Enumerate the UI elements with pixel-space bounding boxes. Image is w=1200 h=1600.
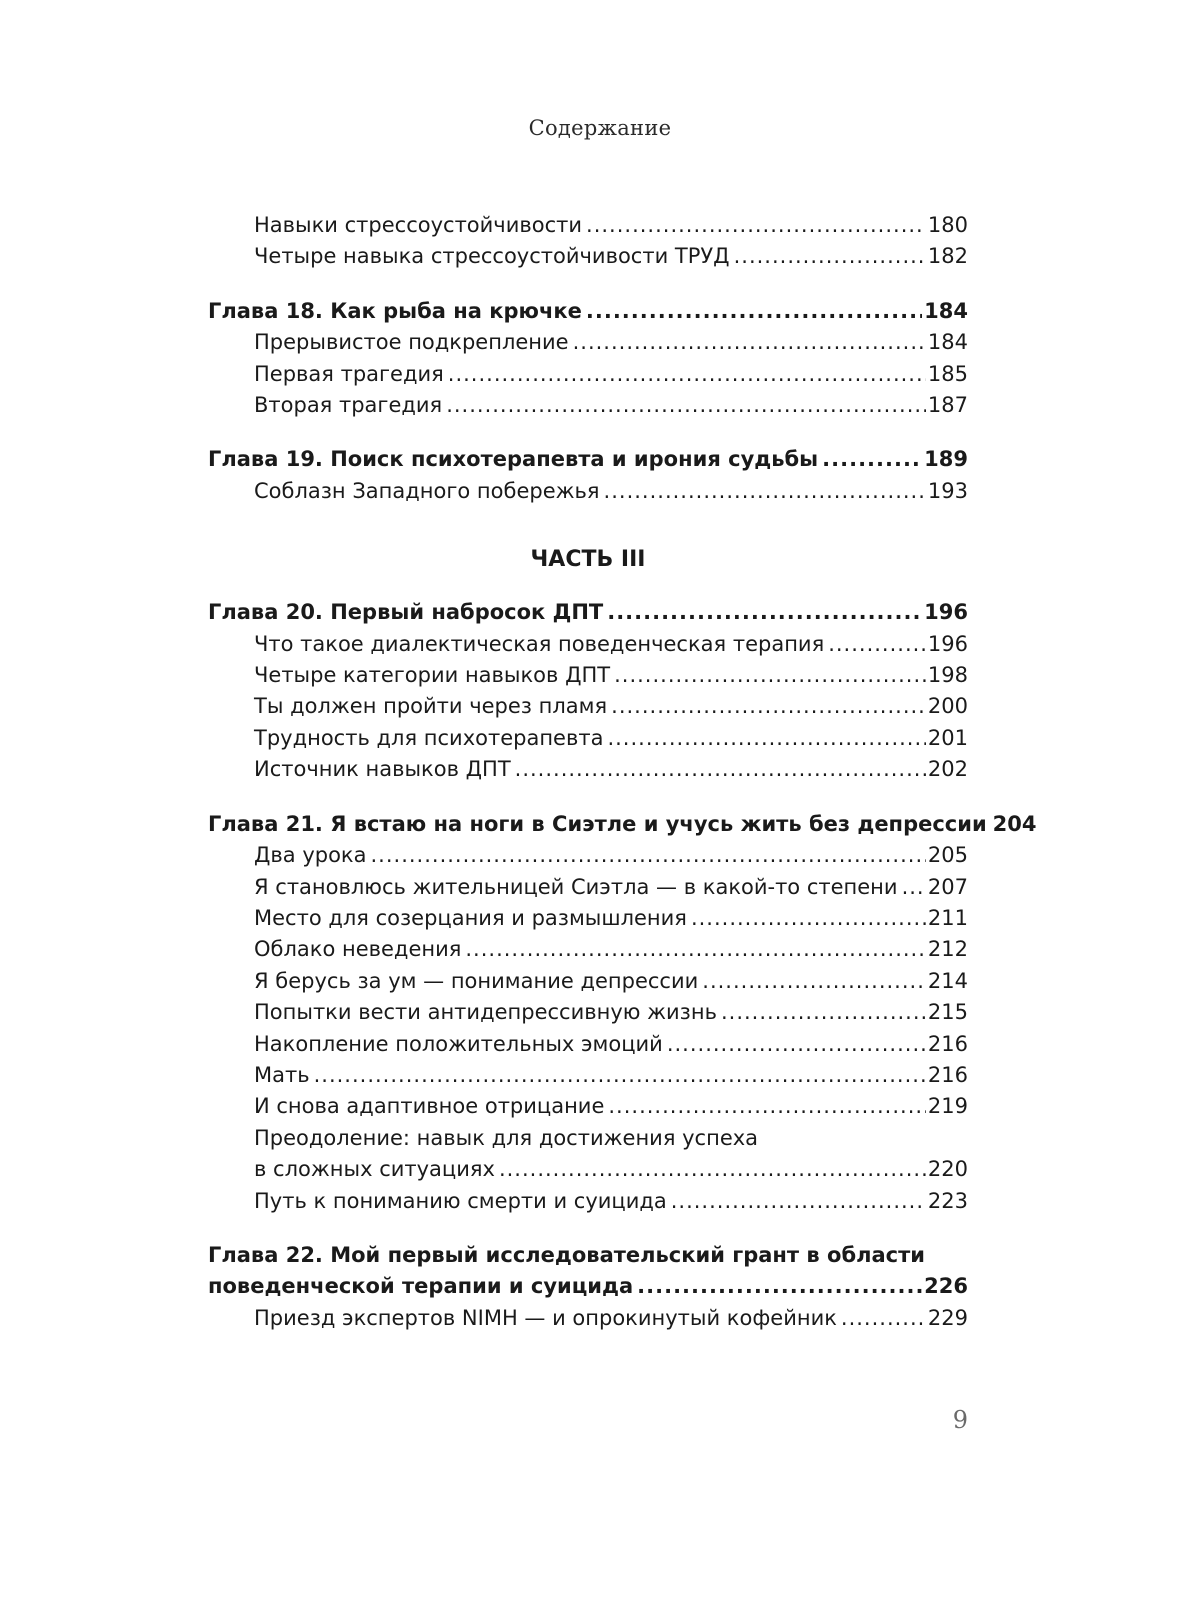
- dot-leader: [828, 629, 926, 660]
- toc-chapter-title: Глава 21. Я встаю на ноги в Сиэтле и учусь жить без депрессии: [208, 811, 987, 836]
- toc-entry: [208, 1303, 968, 1334]
- toc-entry: [208, 966, 968, 997]
- toc-entry-page: 223: [927, 1188, 968, 1213]
- toc-entry-page: 211: [927, 905, 968, 930]
- dot-leader: [448, 359, 926, 390]
- toc-chapter-22: [208, 1271, 968, 1302]
- toc-entry: [208, 210, 968, 241]
- toc-chapter-page: 196: [924, 600, 968, 625]
- dot-leader: [614, 660, 926, 691]
- toc-entry: [208, 754, 968, 785]
- toc-entry-title: И снова адаптивное отрицание: [254, 1094, 605, 1119]
- toc-entry-page: 193: [927, 478, 968, 503]
- toc-entry-title: Я берусь за ум — понимание депрессии: [254, 968, 699, 993]
- toc-entry-title: Что такое диалектическая поведенческая терапия: [254, 631, 825, 656]
- toc-entry-title: Соблазн Западного побережья: [254, 478, 600, 503]
- toc-entry-page: 220: [927, 1157, 968, 1182]
- toc-chapter-title: Глава 18. Как рыба на крючке: [208, 298, 582, 323]
- toc-entry: [208, 1029, 968, 1060]
- dot-leader: [721, 997, 926, 1028]
- toc-entry-title: Трудность для психотерапевта: [254, 725, 604, 750]
- dot-leader: [608, 1091, 926, 1122]
- dot-leader: [691, 903, 926, 934]
- toc-entry-page: 198: [927, 663, 968, 688]
- toc-entry: [208, 840, 968, 871]
- running-head: Содержание: [528, 116, 672, 140]
- toc-entry: [208, 872, 968, 903]
- toc-entry-page: 180: [927, 213, 968, 237]
- toc-entry-title: Четыре навыка стрессоустойчивости ТРУД: [254, 244, 730, 269]
- toc-entry-title: Источник навыков ДПТ: [254, 757, 511, 782]
- dot-leader: [822, 444, 922, 475]
- toc-entry-page: 207: [927, 874, 968, 899]
- dot-leader: [314, 1060, 926, 1091]
- toc-entry-page: 196: [927, 631, 968, 656]
- toc-entry-title: Два урока: [254, 843, 367, 868]
- toc-entry: [208, 934, 968, 965]
- toc-chapter-title: поведенческой терапии и суицида: [208, 1274, 634, 1299]
- toc-entry: [208, 903, 968, 934]
- toc-entry-title: Место для созерцания и размышления: [254, 905, 687, 930]
- toc-entry-page: 215: [927, 1000, 968, 1025]
- dot-leader: [702, 966, 926, 997]
- toc-entry: [208, 1154, 968, 1185]
- toc-entry-title: Путь к пониманию смерти и суицида: [254, 1188, 667, 1213]
- toc-entry-page: 205: [927, 843, 968, 868]
- toc-entry-page: 182: [927, 244, 968, 269]
- toc-entry: [208, 1060, 968, 1091]
- toc-entry: [208, 997, 968, 1028]
- toc-entry: [208, 476, 968, 507]
- toc-entry-page: 216: [927, 1031, 968, 1056]
- page-number: 9: [952, 1406, 968, 1434]
- toc-entry-title: Вторая трагедия: [254, 393, 443, 418]
- toc-chapter-page: 204: [992, 811, 1037, 836]
- toc-entry: [208, 1186, 968, 1217]
- toc-entry-page: 229: [927, 1305, 968, 1330]
- dot-leader: [841, 1303, 926, 1334]
- toc-entry-title-line: Преодоление: навык для достижения успеха: [254, 1125, 759, 1150]
- dot-leader: [465, 934, 926, 965]
- toc-chapter-page: 189: [924, 447, 968, 472]
- toc-entry: [208, 723, 968, 754]
- toc-chapter-20: [208, 597, 968, 628]
- toc-chapter-19: [208, 444, 968, 475]
- dot-leader: [573, 327, 926, 358]
- toc-entry: [208, 241, 968, 272]
- dot-leader: [607, 597, 922, 628]
- toc-entry-title: Ты должен пройти через пламя: [254, 694, 608, 719]
- toc-entry: [208, 390, 968, 421]
- dot-leader: [607, 723, 925, 754]
- toc-entry: [208, 691, 968, 722]
- toc-entry-title: Мать: [254, 1062, 310, 1087]
- toc-entry-title: Первая трагедия: [254, 361, 444, 386]
- toc-entry: [208, 359, 968, 390]
- dot-leader: [671, 1186, 926, 1217]
- toc-entry-title: Попытки вести антидепрессивную жизнь: [254, 1000, 717, 1025]
- dot-leader: [586, 210, 926, 241]
- toc-entry: [208, 660, 968, 691]
- toc-entry-title: Прерывистое подкрепление: [254, 330, 569, 355]
- dot-leader: [371, 840, 926, 871]
- dot-leader: [611, 691, 926, 722]
- toc-entry-page: 214: [927, 968, 968, 993]
- toc-entry-title: Накопление положительных эмоций: [254, 1031, 663, 1056]
- dot-leader: [734, 241, 926, 272]
- dot-leader: [667, 1029, 926, 1060]
- toc-entry-page: 200: [927, 694, 968, 719]
- toc-chapter-21: [208, 809, 1037, 840]
- toc-chapter-page: 226: [924, 1274, 968, 1299]
- toc-chapter-title: Глава 20. Первый набросок ДПТ: [208, 600, 604, 625]
- dot-leader: [499, 1154, 926, 1185]
- toc-entry: [208, 629, 968, 660]
- toc-entry-title: Навыки стрессоустойчивости: [254, 213, 583, 237]
- toc-entry: [208, 1091, 968, 1122]
- toc-chapter-title: Глава 19. Поиск психотерапевта и ирония судьбы: [208, 447, 819, 472]
- toc-entry-title: Четыре категории навыков ДПТ: [254, 663, 611, 688]
- toc-entry-page: 185: [927, 361, 968, 386]
- toc-entry-title: Я становлюсь жительницей Сиэтла — в какой-то степени: [254, 874, 898, 899]
- toc-entry-title: Приезд экспертов NIMH — и опрокинутый кофейник: [254, 1305, 837, 1330]
- toc-entry-page: 202: [927, 757, 968, 782]
- dot-leader: [637, 1271, 922, 1302]
- toc-chapter-22-title-line: Глава 22. Мой первый исследовательский грант в области: [208, 1242, 925, 1267]
- toc-entry-page: 184: [927, 330, 968, 355]
- table-of-contents: [208, 210, 1037, 1334]
- toc-entry-page: 212: [927, 937, 968, 962]
- toc-entry-title: Облако неведения: [254, 937, 462, 962]
- toc-entry-page: 219: [927, 1094, 968, 1119]
- toc-entry-page: 187: [927, 393, 968, 418]
- part-heading: ЧАСТЬ III: [530, 547, 646, 573]
- dot-leader: [515, 754, 926, 785]
- dot-leader: [446, 390, 926, 421]
- dot-leader: [586, 296, 922, 327]
- dot-leader: [902, 872, 926, 903]
- toc-entry-page: 201: [927, 725, 968, 750]
- toc-chapter-18: [208, 296, 968, 327]
- toc-entry-title: в сложных ситуациях: [254, 1157, 495, 1182]
- toc-entry: [208, 327, 968, 358]
- toc-chapter-page: 184: [924, 298, 968, 323]
- dot-leader: [604, 476, 926, 507]
- toc-entry-page: 216: [927, 1062, 968, 1087]
